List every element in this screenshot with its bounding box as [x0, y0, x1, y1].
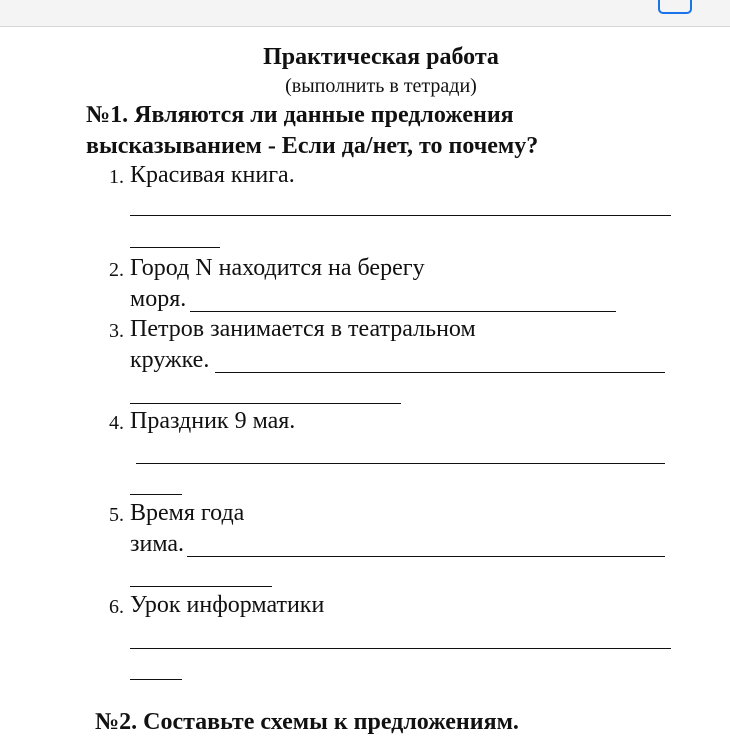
item-3-number: 3.	[109, 320, 124, 342]
answer-line	[130, 403, 401, 404]
item-5-number: 5.	[109, 504, 124, 526]
item-6-number: 6.	[109, 596, 124, 618]
page-title: Практическая работа	[263, 44, 499, 70]
item-5-text: Время года	[130, 500, 245, 526]
item-1-number: 1.	[109, 166, 124, 188]
answer-line	[130, 679, 182, 680]
answer-line	[190, 311, 616, 312]
answer-line	[130, 648, 671, 649]
item-2-text-cont: моря.	[130, 286, 187, 312]
item-6-text: Урок информатики	[130, 592, 325, 618]
answer-line	[187, 556, 665, 557]
answer-line	[130, 247, 220, 248]
answer-line	[130, 586, 272, 587]
page-subtitle: (выполнить в тетради)	[285, 75, 477, 97]
item-3-text: Петров занимается в театральном	[130, 316, 476, 342]
item-4-number: 4.	[109, 412, 124, 434]
answer-line	[130, 494, 182, 495]
tabs-icon[interactable]	[658, 0, 692, 14]
item-5-text-cont: зима.	[130, 531, 184, 557]
item-1-text: Красивая книга.	[130, 162, 295, 188]
item-2-text: Город N находится на берегу	[130, 255, 425, 281]
answer-line	[215, 372, 665, 373]
task-2-heading: №2. Составьте схемы к предложениям.	[95, 709, 519, 735]
answer-line	[136, 463, 665, 464]
browser-top-bar	[0, 0, 730, 27]
task-1-heading: №1. Являются ли данные предложения высказыванием - Если да/нет, то почему?	[86, 102, 539, 159]
item-3-text-cont: кружке.	[130, 347, 210, 373]
item-4-text: Праздник 9 мая.	[130, 408, 296, 434]
answer-line	[130, 215, 671, 216]
item-2-number: 2.	[109, 259, 124, 281]
